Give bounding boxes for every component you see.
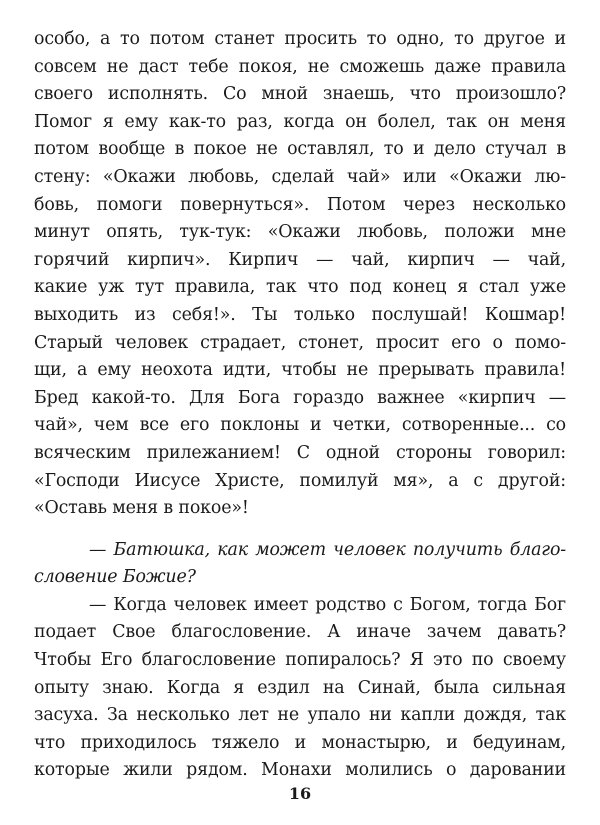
text-line: подает Свое благословение. А иначе зачем давать? (34, 622, 566, 643)
text-line: Помог я ему как-то раз, когда он болел, так он меня (34, 111, 566, 132)
paragraph-gap (34, 523, 566, 537)
text-line: «Оставь меня в покое»! (34, 498, 249, 519)
text-line: всяческим прилежанием! С одной стороны говорил: (34, 442, 566, 463)
paragraph-1 (34, 26, 566, 523)
question-line: словение Божие? (34, 567, 196, 588)
text-line: чай», чем все его поклоны и четки, сотворенные... со (34, 415, 566, 436)
question-paragraph (34, 537, 566, 592)
text-line: выходить из себя!». Ты только послушай! Кошмар! (34, 304, 566, 325)
page-number: 16 (288, 784, 312, 803)
text-line: щи, а ему неохота идти, чтобы не прерывать правила! (34, 360, 566, 381)
text-line: засуха. За несколько лет не упало ни капли дождя, так (34, 705, 566, 726)
text-line: горячий кирпич». Кирпич — чай, кирпич — чай, (34, 249, 566, 270)
text-line: совсем не даст тебе покоя, не сможешь даже правила (34, 56, 566, 77)
text-line: какие уж тут правила, так что под конец я стал уже (34, 277, 566, 298)
text-line: опыту знаю. Когда я ездил на Синай, была сильная (34, 677, 566, 698)
text-line: минут опять, тук-тук: «Окажи любовь, положи мне (34, 222, 566, 243)
text-line: стену: «Окажи любовь, сделай чай» или «Окажи лю- (34, 166, 566, 187)
text-line: Бред какой-то. Для Бога гораздо важнее «кирпич — (34, 387, 566, 408)
question-line: — Батюшка, как может человек получить благо- (89, 539, 566, 560)
text-line: своего исполнять. Со мной знаешь, что произошло? (34, 84, 566, 105)
text-line: что приходилось тяжело и монастырю, и бедуинам, (34, 732, 566, 753)
text-line: которые жили рядом. Монахи молились о даровании (34, 760, 566, 781)
answer-paragraph (34, 592, 566, 785)
text-line: потом вообще в покое не оставлял, то и дело стучал в (34, 139, 566, 160)
text-line: Старый человек страдает, стонет, просит его о помо- (34, 332, 566, 353)
text-line: «Господи Иисусе Христе, помилуй мя», а с другой: (34, 470, 566, 491)
text-line: особо, а то потом станет просить то одно, то другое и (34, 29, 566, 49)
page-text-body (34, 26, 566, 785)
text-line: — Когда человек имеет родство с Богом, тогда Бог (89, 594, 566, 615)
text-line: бовь, помоги повернуться». Потом через несколько (34, 194, 566, 215)
text-line: Чтобы Его благословение попиралось? Я это по своему (34, 650, 566, 671)
